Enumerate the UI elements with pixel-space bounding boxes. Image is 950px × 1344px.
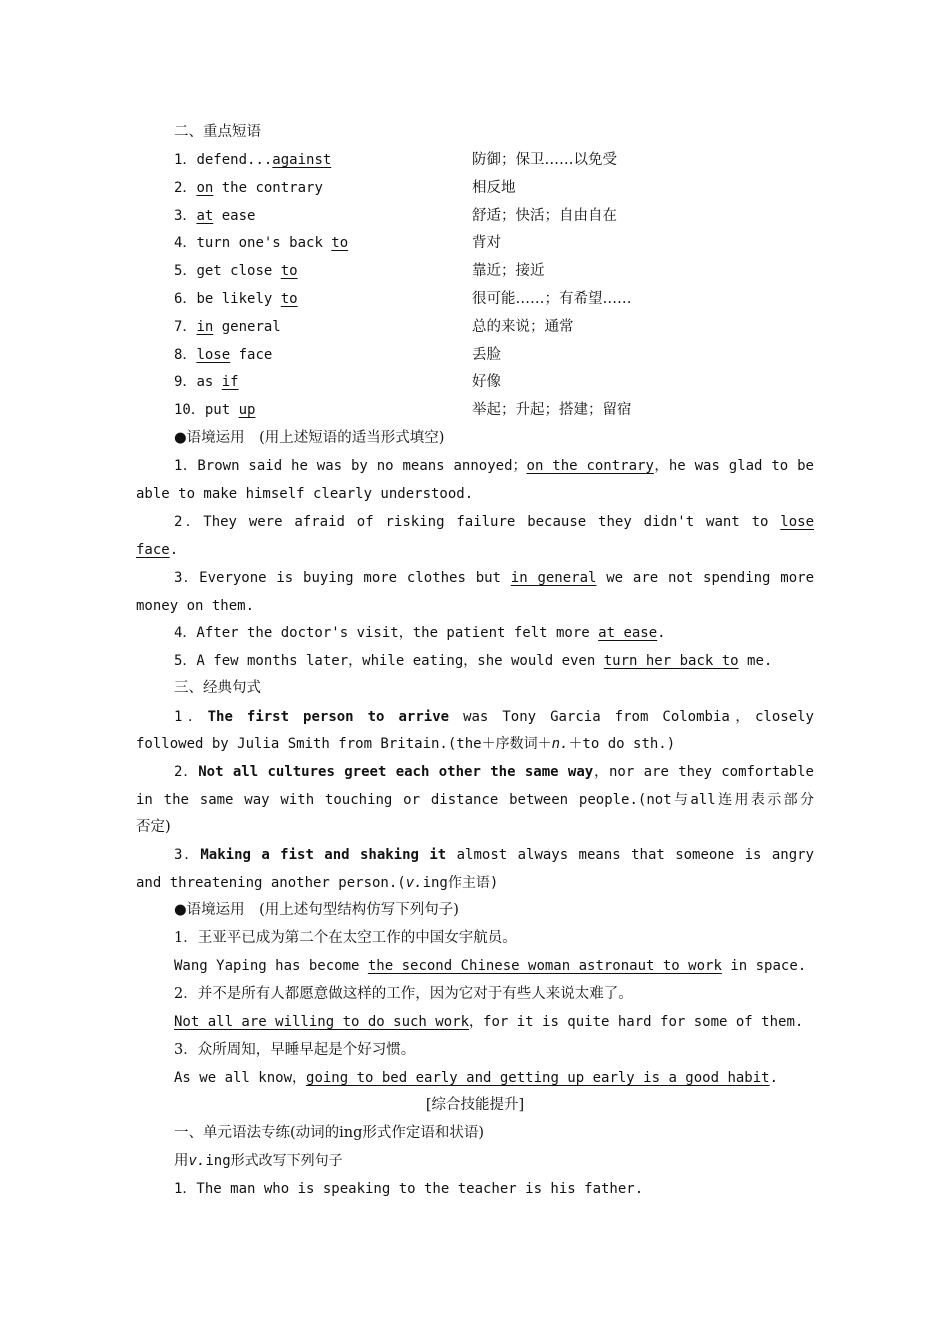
answer-blank: in general xyxy=(510,570,597,586)
phrase-meaning: 防御；保卫……以免受 xyxy=(472,152,617,168)
phrase-meaning: 很可能……；有希望…… xyxy=(472,291,632,307)
phrase-item: 2．on the contrary xyxy=(174,180,323,196)
answer-blank: going to bed early and getting up early is a good habit xyxy=(306,1070,770,1086)
translation-question-2: 2．并不是所有人都愿意做这样的工作，因为它对于有些人来说太难了。 xyxy=(174,986,633,1002)
translation-answer-1: Wang Yaping has become the second Chinese woman astronaut to work in space. xyxy=(174,958,807,974)
phrase-meaning: 总的来说；通常 xyxy=(472,319,574,335)
answer-blank: to xyxy=(280,263,298,279)
key-pattern: Making a fist and shaking it xyxy=(200,847,447,863)
answer-blank: against xyxy=(272,152,332,168)
practice1-sentence-5: 5．A few months later，while eating，she would even turn her back to me. xyxy=(174,653,773,669)
answer-blank: in xyxy=(196,319,214,335)
translation-question-3: 3．众所周知，早睡早起是个好习惯。 xyxy=(174,1042,416,1058)
phrase-meaning: 丢脸 xyxy=(472,347,501,363)
translation-answer-3: As we all know，going to bed early and getting up early is a good habit. xyxy=(174,1070,779,1086)
key-pattern: Not all cultures greet each other the same way xyxy=(198,764,594,780)
phrase-item: 1．defend...against xyxy=(174,152,332,168)
phrase-meaning: 相反地 xyxy=(472,180,516,196)
answer-blank: face xyxy=(136,542,170,558)
phrase-meaning: 靠近；接近 xyxy=(472,263,545,279)
phrase-item: 9．as if xyxy=(174,374,239,390)
phrase-item: 6．be likely to xyxy=(174,291,298,307)
answer-blank: on the contrary xyxy=(526,458,654,474)
translation-question-1: 1．王亚平已成为第二个在太空工作的中国女宇航员。 xyxy=(174,930,517,946)
answer-blank: on xyxy=(196,180,214,196)
answer-blank: if xyxy=(221,374,239,390)
answer-blank: at xyxy=(196,208,214,224)
grammar-instruction: 用v.ing形式改写下列句子 xyxy=(174,1153,343,1169)
phrase-item: 8．lose face xyxy=(174,347,273,363)
key-pattern: The first person to arrive xyxy=(207,709,450,725)
section2-title: 二、重点短语 xyxy=(174,124,261,140)
phrase-item: 3．at ease xyxy=(174,208,256,224)
answer-blank: the second Chinese woman astronaut to work xyxy=(367,958,722,974)
practice2-title: ●语境运用 (用上述句型结构仿写下列句子) xyxy=(174,902,459,918)
phrase-meaning: 举起；升起；搭建；留宿 xyxy=(472,402,632,418)
answer-blank: to xyxy=(280,291,298,307)
skills-heading: [综合技能提升] xyxy=(425,1097,525,1113)
answer-blank: lose xyxy=(780,514,814,530)
phrase-item: 5．get close to xyxy=(174,263,298,279)
phrase-item: 10．put up xyxy=(174,402,256,418)
phrase-item: 4．turn one's back to xyxy=(174,235,349,251)
grammar-title: 一、单元语法专练(动词的ing形式作定语和状语) xyxy=(174,1125,485,1141)
answer-blank: to xyxy=(331,235,349,251)
phrase-meaning: 好像 xyxy=(472,374,501,390)
practice1-title: ●语境运用 (用上述短语的适当形式填空) xyxy=(174,430,445,446)
section3-title: 三、经典句式 xyxy=(174,680,261,696)
answer-blank: at ease xyxy=(598,625,658,641)
phrase-item: 7．in general xyxy=(174,319,281,335)
phrase-meaning: 背对 xyxy=(472,235,501,251)
practice1-sentence-4: 4．After the doctor's visit，the patient felt more at ease. xyxy=(174,625,666,641)
answer-blank: up xyxy=(238,402,256,418)
answer-blank: lose xyxy=(196,347,231,363)
answer-blank: Not all are willing to do such work xyxy=(174,1014,470,1030)
translation-answer-2: Not all are willing to do such work，for it is quite hard for some of them. xyxy=(174,1014,804,1030)
answer-blank: turn her back to xyxy=(603,653,739,669)
phrase-meaning: 舒适；快活；自由自在 xyxy=(472,208,617,224)
grammar-question-1: 1．The man who is speaking to the teacher is his father. xyxy=(174,1181,644,1197)
